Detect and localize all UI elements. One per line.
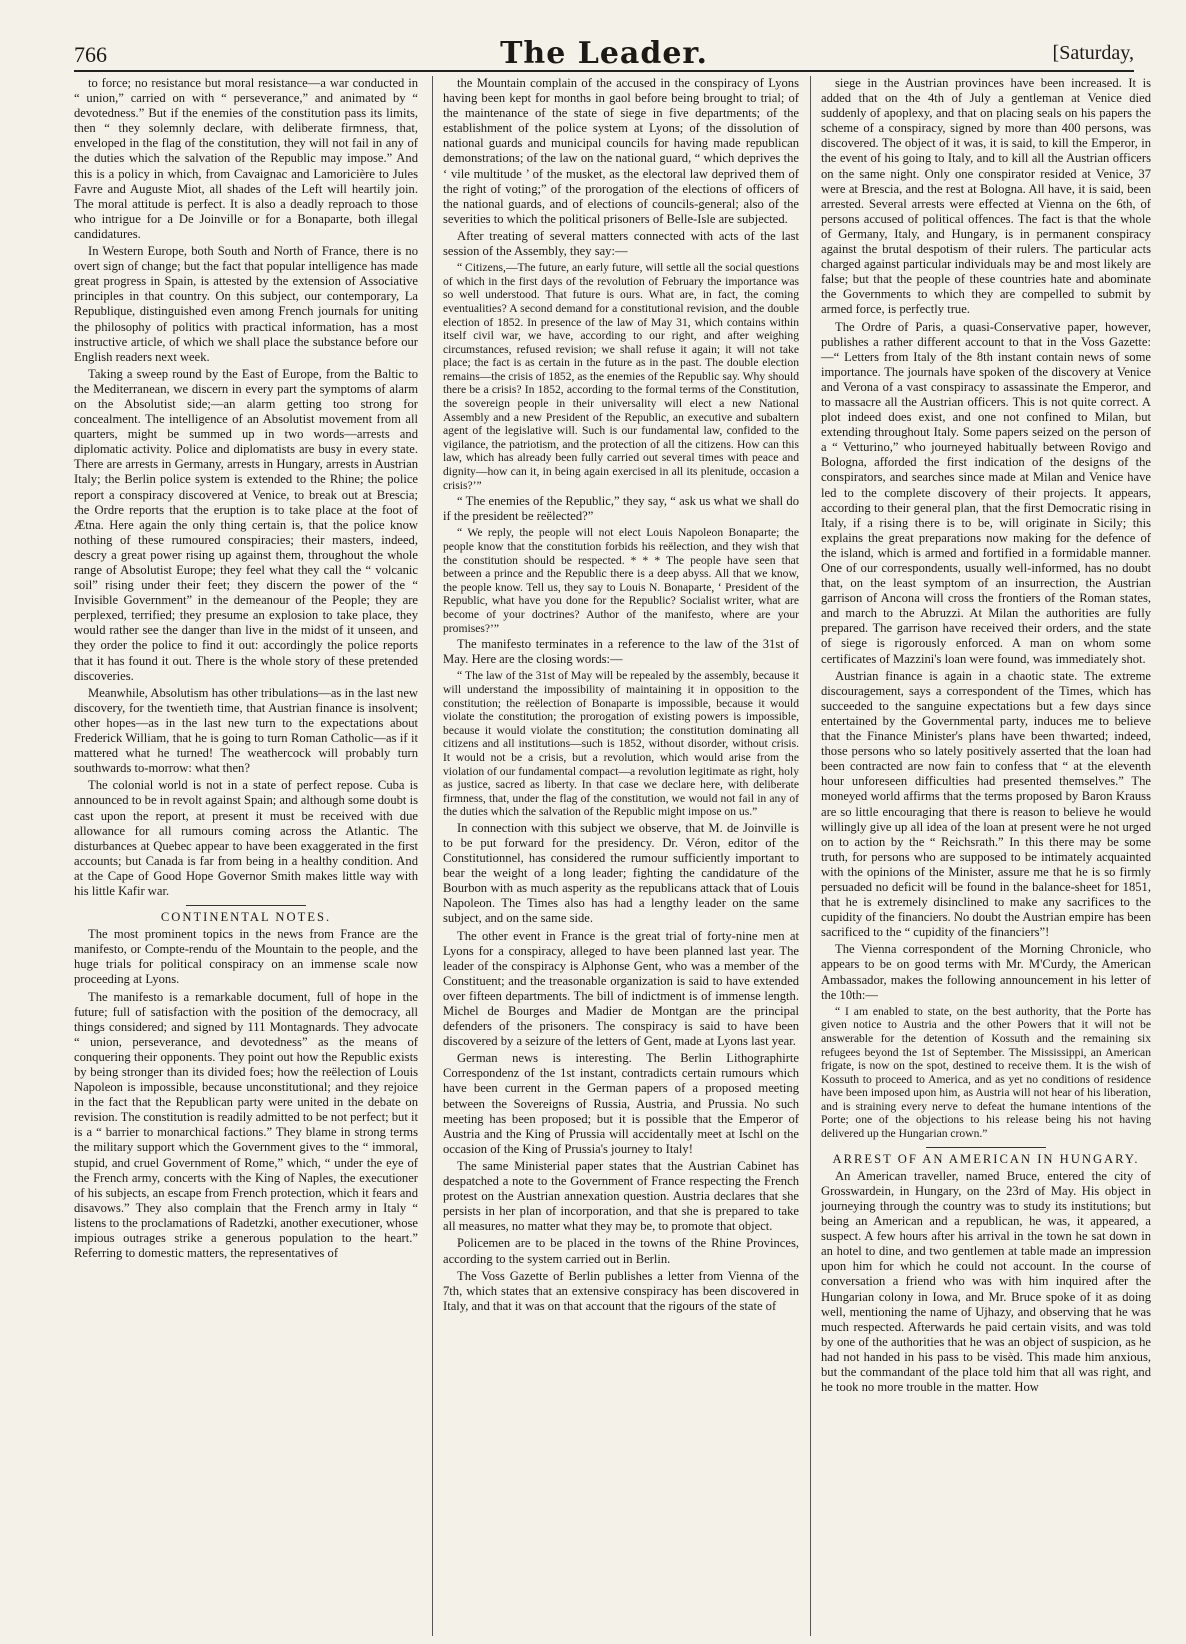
paragraph: Policemen are to be placed in the towns of the Rhine Provinces, according to the system carried out in Berlin. xyxy=(443,1236,799,1266)
section-heading: CONTINENTAL NOTES. xyxy=(160,910,332,925)
page-number: 766 xyxy=(74,42,107,67)
paragraph: “ The enemies of the Republic,” they say, “ ask us what we shall do if the president be reëlected?” xyxy=(443,494,799,524)
column-1 xyxy=(74,76,418,1636)
paragraph: siege in the Austrian provinces have been increased. It is added that on the 4th of July a gentleman at Venice died suddenly of apoplexy, and that on placing seals on his papers the scheme of a conspiracy, signed by more than 400 persons, was discovered. The object of it was, it is said, to kill the Emperor, in the event of his going to Italy, and to kill all the Austrian officers on the same night. Only one conspirator resided at Venice, 37 were at Brescia, and the rest at Bologna. All have, it is said, been arrested. Several arrests were effected at Vienna on the 6th, of persons accused of political offences. The fact is that the whole of Germany, Italy, and Hungary, is in permanent conspiracy against the brutal despotism of their rulers. The particular acts charged against particular individuals may be and most likely are false; but that the people of these countries hate and abominate the Governments to which they are compelled to submit by armed force, is perfectly true. xyxy=(821,76,1151,317)
paragraph: Meanwhile, Absolutism has other tribulations—as in the last new discovery, for the twentieth time, that Austrian finance is insolvent; other hopes—as in the last new turn to the expectations about Frederick William, that he is going to turn Roman Catholic—as if it mattered what he turned! The weathercock will probably turn southwards to-morrow: what then? xyxy=(74,685,418,776)
quotation: “ The law of the 31st of May will be repealed by the assembly, because it will understand the impossibility of maintaining it in opposition to the constitution; the reëlection of Bonaparte is impossible, because it would violate the constitution; the prorogation of existing powers is impossible, because it would violate the constitution; the constitution dominating all citizens and all institutions—such is 1852, without disorder, without crisis. It would not be a crisis, but a revolution, which would arise from the violation of our fundamental compact—a revolution legitimate as right, holy as justice, sacred as liberty. In that case we declare here, with deliberate firmness, that, under the flag of the constitution, we would not fail in any of the duties which the salvation of the Republic might impose on us.” xyxy=(443,669,799,819)
section-divider xyxy=(186,905,306,906)
paragraph: The same Ministerial paper states that the Austrian Cabinet has despatched a note to the Government of France respecting the French protest on the Austrian annexation question. Austria declares that she persists in her plan of incorporation, and that she is prepared to take all measures, no matter what they may be, to promote that object. xyxy=(443,1158,799,1234)
masthead xyxy=(74,34,1134,72)
paragraph: Austrian finance is again in a chaotic state. The extreme discouragement, says a correspondent of the Times, which has succeeded to the sanguine expectations but a few days since entertained by the Governmental party, induces me to believe that the Finance Minister's plans have been thwarted; indeed, those persons who so lately positively asserted that the loan had been contracted are now fain to confess that “ at the eleventh hour unforeseen difficulties had presented themselves.” The moneyed world affirms that the terms proposed by Baron Krauss are so little encouraging that there is reason to believe he would willingly give up all idea of the loan at present were he not urged on to action by the “ Reichsrath.” In this there may be some truth, for persons who are supposed to be intimately acquainted with the opinions of the Minister, assure me that he is so firmly persuaded no deficit will be found in the balance-sheet for 1851, that he is extremely disinclined to make any sacrifices to the cupidity of the financiers. No doubt the Austrian empire has been sacrificed to the “ cupidity of the financiers”! xyxy=(821,668,1151,940)
section-divider xyxy=(926,1147,1046,1148)
column-2 xyxy=(432,76,799,1636)
newspaper-title: The Leader. xyxy=(500,36,708,71)
quotation: “ I am enabled to state, on the best authority, that the Porte has given notice to Austria and the other Powers that it will not be answerable for the detention of Kossuth and the remaining six refugees beyond the 1st of September. The Mississippi, an American frigate, is now on the spot, destined to receive them. It is the wish of Kossuth to proceed to America, and as yet no conditions of residence have been imposed upon him, as Austria will not hear of his liberation, and is straining every nerve to defeat the humane intentions of the Porte; one of the objections to his release being his not having delivered up the Hungarian crown.” xyxy=(821,1004,1151,1141)
section-heading: ARREST OF AN AMERICAN IN HUNGARY. xyxy=(832,1151,1140,1166)
paragraph: The colonial world is not in a state of perfect repose. Cuba is announced to be in revolt against Spain; and although some doubt is cast upon the report, at present it must be received with due allowance for all rumours coming across the Atlantic. The disturbances at Quebec appear to have been exaggerated in the first accounts; but Canada is far from being in a healthy condition. And at the Cape of Good Hope Governor Smith makes little way with his little Kafir war. xyxy=(74,778,418,898)
paragraph: The manifesto is a remarkable document, full of hope in the future; full of satisfaction with the position of the democracy, all things considered; and signed by 111 Montagnards. They advocate “ union, perseverance, and devotedness” as the means of conquering their opponents. They point out how the Republic exists by being stronger than its divided foes; how the reëlection of Louis Napoleon is impossible, because unconstitutional; and they rejoice in the fact that the Republican party were united in the debate on revision. The constitution is readily admitted to be not perfect; but it is a “ barrier to monarchical factions.” They blame in strong terms the military support which the Government gives to the “ immoral, stupid, and cruel Government of Rome,” which, “ under the eye of the French army, concerts with the King of Naples, the executioner of his subjects, an escape from French protection, which it fears and disavows.” They also complain that the French army in Italy “ listens to the proclamations of Radetzki, another executioner, whose impious outrages strike a generous population to the heart.” Referring to domestic matters, the representatives of xyxy=(74,989,418,1261)
paragraph: An American traveller, named Bruce, entered the city of Grosswardein, in Hungary, on the 23rd of May. His object in journeying through the country was to study its institutions; but being an American and a republican, he was, it appeared, a suspect. A few hours after his arrival in the town he sat down in an hotel to dine, and two gentlemen at table made an impression upon him for which he could not account. In the course of conversation a friend who was with him inquired after the Hungarian colony in Iowa, and Mr. Bruce spoke of it as doing well, mentioning the name of Ujhazy, and observing that he was much respected. Afterwards he paid certain visits, and was told by one of the authorities that he was an object of suspicion, as he had not handed in his pass to be visèd. This made him anxious, but the commandant of the place told him that all was right, and he took no more trouble in the matter. How xyxy=(821,1168,1151,1395)
issue-day: [Saturday, xyxy=(1052,42,1134,64)
paragraph: The Voss Gazette of Berlin publishes a letter from Vienna of the 7th, which states that an extensive conspiracy has been discovered in Italy, and that it was on that account that the rigours of the state of xyxy=(443,1268,799,1313)
paragraph: In Western Europe, both South and North of France, there is no overt sign of change; but the fact that popular intelligence has made great progress in Spain, is attested by the extension of Associative principles in that country. On this subject, our contemporary, La Republique, distinguished even among French journals for uniting the philosophy of politics with practical information, has a most instructive article, of which we shall place the substance before our English readers next week. xyxy=(74,244,418,364)
paragraph: The Ordre of Paris, a quasi-Conservative paper, however, publishes a rather different account to that in the Voss Gazette:—“ Letters from Italy of the 8th instant contain news of some importance. The journals have spoken of the discovery at Venice and Verona of a vast conspiracy to assassinate the Emperor, and to massacre all the Austrian officers. This is not quite correct. A plot indeed does exist, and one not confined to Milan, but extending throughout Italy. Some papers seized on the person of a “ Vetturino,” who journeyed habitually between Rovigo and Bologna, afforded the first indication of the designs of the conspirators, and searches since made at Milan and Venice have led to the complete discovery of their projects. It appears, according to their general plan, that the first Democratic rising in Italy, if a rising there is to be, will originate in Sicily; this explains the great preparations now making for the defence of the island, which is armed and fortified in a formidable manner. One of our correspondents, usually well-informed, has no doubt that, on the least symptom of an insurrection, the Austrian garrison of Ancona will cross the frontiers of the Roman states, and march to the Abruzzi. At Milan the authorities are fully prepared. The garrison have received their orders, and the state of siege is rigorously enforced. A man on whom some certificates of Mazzini's loan were found, was immediately shot. xyxy=(821,319,1151,666)
quotation: “ Citizens,—The future, an early future, will settle all the social questions of which in the first days of the revolution of February the importance was so well understood. That future is ours. What are, in fact, the coming eventualities? A second demand for a constitutional revision, and the double election of 1852. In presence of the law of May 31, which contains within itself civil war, we have, according to our right, and after weighing circumstances, refused revision; we shall refuse it again; it will not take place; the fact is as certain in the future as in the past. The double election remains—the crisis of 1852, as the enemies of the Republic say. Why should there be a crisis? In 1852, according to the formal terms of the Constitution, the sovereign people in their universality will elect a new National Assembly and a new President of the Republic, an executive and subaltern agent of the legislative will. Such is our fundamental law, confided to the vigilance, the patriotism, and the protection of all the citizens. How can this law, which has already been fully carried out several times with peace and dignity—how can it, in being again exercised in all its plenitude, occasion a crisis?’” xyxy=(443,261,799,492)
quotation: “ We reply, the people will not elect Louis Napoleon Bonaparte; the people know that the constitution forbids his reëlection, and they wish that the constitution should be respected. * * * The people have seen that between a prince and the Republic there is a deep abyss. All that we know, the people know. Tell us, they say to Louis N. Bonaparte, ‘ President of the Republic, what have you done for the Republic? Socialist writer, what are become of your doctrines? Author of the manifesto, where are your promises?’” xyxy=(443,526,799,635)
paragraph: to force; no resistance but moral resistance—a war conducted in “ union,” carried on with “ perseverance,” and animated by “ devotedness.” But if the enemies of the constitution pass its limits, then “ they solemnly declare, with deliberate firmness, that, enveloped in the flag of the constitution, they will not fail in any of the duties which the salvation of the Republic may impose.” And this is a policy in which, from Cavaignac and Lamoricière to Jules Favre and Auguste Miot, all shades of the Left will heartily join. The moral attitude is perfect. It is also a deadly reproach to those who intrigue for a De Joinville or for a Bonaparte, both illegal candidatures. xyxy=(74,76,418,241)
paragraph: After treating of several matters connected with acts of the last session of the Assembly, they say:— xyxy=(443,228,799,259)
paragraph: the Mountain complain of the accused in the conspiracy of Lyons having been kept for months in gaol before being brought to trial; of the maintenance of the state of siege in five departments; of the establishment of the police system at Lyons; of the dissolution of national guards and municipal councils for having made republican demonstrations; of the law on the national guard, “ which deprives the ‘ vile multitude ’ of the musket, as the electoral law deprived them of the right of voting;” of the prorogation of the elections of officers of the national guards, and of elections of councils-general; also of the severities to which the political prisoners of Belle-Isle are subjected. xyxy=(443,76,799,226)
paragraph: The Vienna correspondent of the Morning Chronicle, who appears to be on good terms with Mr. M'Curdy, the American Ambassador, makes the following announcement in his letter of the 10th:— xyxy=(821,942,1151,1002)
paragraph: The most prominent topics in the news from France are the manifesto, or Compte-rendu of the Mountain to the people, and the huge trials for political conspiracy on an immense scale now proceeding at Lyons. xyxy=(74,927,418,987)
paragraph: The other event in France is the great trial of forty-nine men at Lyons for a conspiracy, alleged to have been planned last year. The leader of the conspiracy is Alphonse Gent, who was a member of the Constituent; and the treasonable organization is said to have extended over fifteen departments. The bill of indictment is of immense length. Michel de Bourges and Madier de Montgan are the principal defenders of the prisoners. The conspiracy is said to have been discovered by a seizure of the letters of Gent, made at Lyons last year. xyxy=(443,928,799,1049)
paragraph: German news is interesting. The Berlin Lithographirte Correspondenz of the 1st instant, contradicts certain rumours which have been current in the German papers of a proposed meeting between the Sovereigns of Russia, Austria, and Prussia. No such meeting has been proposed; but it is possible that the Emperor of Austria and the King of Prussia will accidentally meet at Ischl on the occasion of the King of Prussia's journey to Italy! xyxy=(443,1051,799,1156)
paragraph: In connection with this subject we observe, that M. de Joinville is to be put forward for the presidency. Dr. Véron, editor of the Constitutionnel, has considered the rumour sufficiently important to bear the weight of a long leader; fighting the candidature of the Bourbon with as much asperity as the republicans attack that of Louis Napoleon. The Times also has had a lengthy leader on the same subject, and on the same side. xyxy=(443,820,799,926)
paragraph: The manifesto terminates in a reference to the law of the 31st of May. Here are the closing words:— xyxy=(443,637,799,667)
column-3 xyxy=(810,76,1151,1636)
paragraph: Taking a sweep round by the East of Europe, from the Baltic to the Mediterranean, we discern in every part the symptoms of alarm on the Absolutist side;—an alarm getting too strong for concealment. The intelligence of an Absolutist movement from all quarters, might be summed up in two words—arrests and diplomatic activity. Police and diplomatists are busy in every state. There are arrests in Germany, arrests in Hungary, arrests in Austrian Italy; the Berlin police system is extended to the Rhine; the police report a conspiracy discovered at Venice, to break out at Brescia; the Ordre reports that the eruption is to take place at the foot of Ætna. Here again the only thing certain is, that the police know nothing of these rumoured conspiracies; their masters, indeed, descry a great power rising up against them, throughout the whole range of Absolutist Europe; they feel what they call the “ volcanic soil” rising under their feet; they discern the power of the “ Invisible Government” in the demeanour of the People; they are perplexed, terrified; they presume an explosion to take place, they would rather see the danger than live in the midst of it unseen, and they order the police to find it out: accordingly the police reports that it has found it out. There is the whole story of these pretended discoveries. xyxy=(74,366,418,683)
